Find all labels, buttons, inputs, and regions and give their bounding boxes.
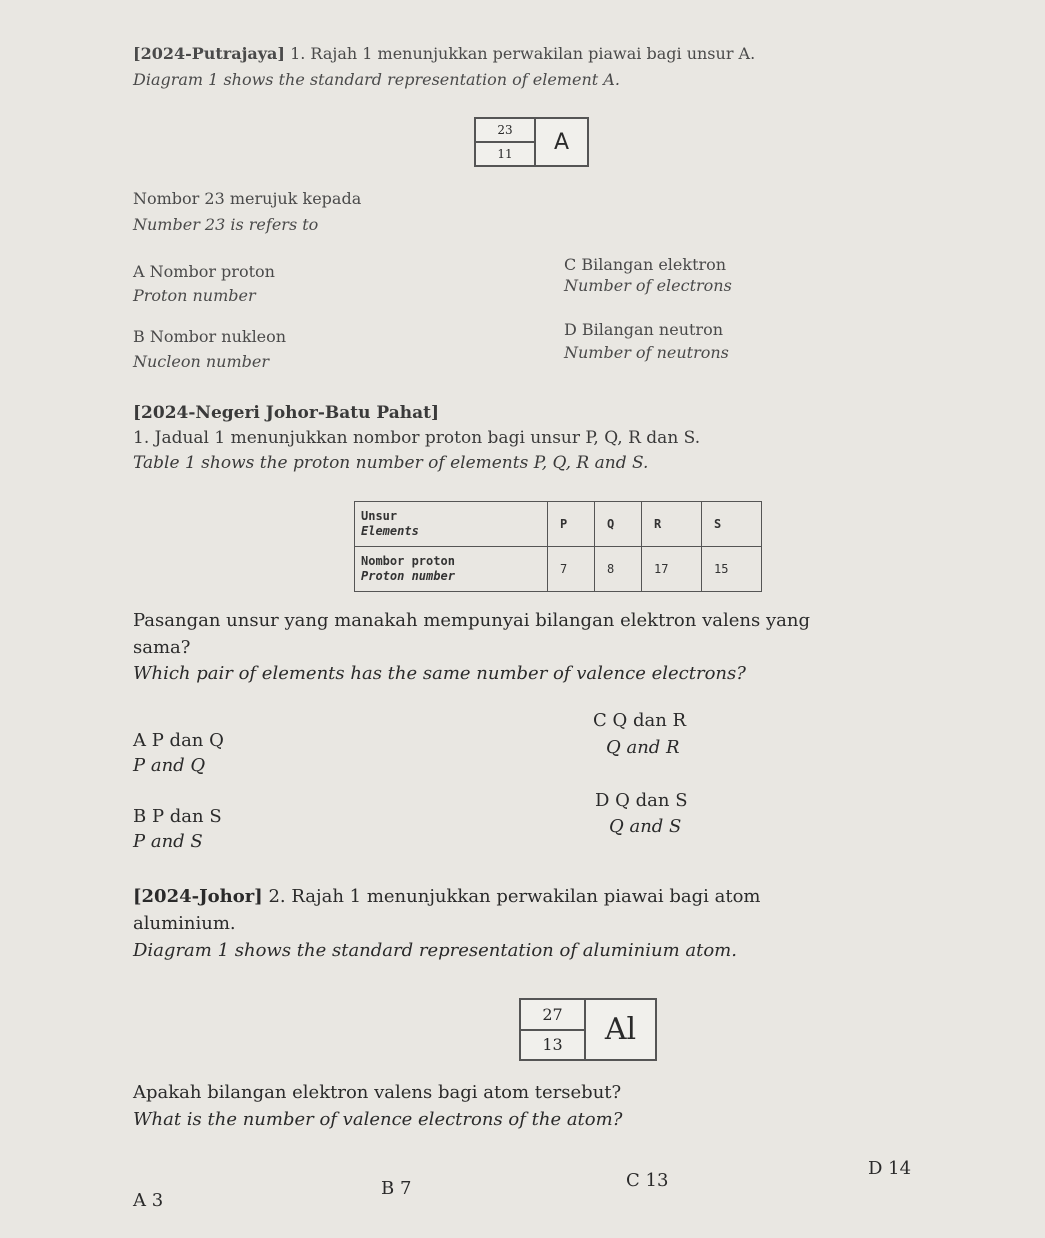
q1-source: [2024-Putrajaya] xyxy=(133,44,285,63)
q1-option-c-ms: C Bilangan elektron xyxy=(564,255,727,274)
q2-option-b-ms: B P dan S xyxy=(133,806,222,827)
q2-option-d-en: Q and S xyxy=(609,816,682,837)
q2-question-ms-1: Pasangan unsur yang manakah mempunyai bilangan elektron valens yang xyxy=(133,610,810,631)
table-cell: Q xyxy=(595,502,642,547)
q3-text-ms-2: aluminium. xyxy=(133,913,236,934)
q3-source: [2024-Johor] xyxy=(133,886,263,907)
q2-option-c-en: Q and R xyxy=(606,737,680,758)
q1-text-ms: 1. Rajah 1 menunjukkan perwakilan piawai bagi unsur A. xyxy=(290,44,756,63)
table-label-en: Proton number xyxy=(361,569,455,583)
q3-option-b: B 7 xyxy=(381,1178,412,1199)
q3-text-ms-1: 2. Rajah 1 menunjukkan perwakilan piawai bagi atom xyxy=(268,886,761,907)
q2-option-b-en: P and S xyxy=(133,831,203,852)
table-cell: 17 xyxy=(642,547,702,592)
proton-number: 11 xyxy=(497,147,513,161)
q1-question-ms: Nombor 23 merujuk kepada xyxy=(133,189,362,208)
q2-text-en: Table 1 shows the proton number of elements P, Q, R and S. xyxy=(133,453,649,473)
q1-question-en: Number 23 is refers to xyxy=(133,215,319,234)
element-a-notation xyxy=(474,117,589,167)
q3-text-en: Diagram 1 shows the standard representation of aluminium atom. xyxy=(133,940,737,961)
q1-option-c-en: Number of electrons xyxy=(564,276,732,295)
table-header-elements xyxy=(355,502,548,547)
q2-option-d-ms: D Q dan S xyxy=(595,790,688,811)
q2-question-en: Which pair of elements has the same number of valence electrons? xyxy=(133,663,746,684)
table-label-ms: Nombor proton xyxy=(361,554,455,568)
q2-option-c-ms: C Q dan R xyxy=(593,710,687,731)
q1-option-d-en: Number of neutrons xyxy=(564,343,729,362)
q2-option-a-en: P and Q xyxy=(133,755,206,776)
q1-option-b-en: Nucleon number xyxy=(133,352,270,371)
q2-question-ms-2: sama? xyxy=(133,637,191,658)
table-row xyxy=(355,502,762,547)
table-cell: 7 xyxy=(548,547,595,592)
mass-number: 23 xyxy=(476,119,534,143)
table-cell: P xyxy=(548,502,595,547)
table-cell: R xyxy=(642,502,702,547)
proton-number-table xyxy=(354,501,762,592)
element-symbol: A xyxy=(553,129,570,155)
proton-number: 13 xyxy=(542,1035,563,1055)
q3-option-d: D 14 xyxy=(868,1158,912,1179)
table-label-ms: Unsur xyxy=(361,509,398,523)
table-row xyxy=(355,547,762,592)
q2-option-a-ms: A P dan Q xyxy=(133,730,224,751)
table-label-en: Elements xyxy=(361,524,419,538)
q3-question-en: What is the number of valence electrons of the atom? xyxy=(133,1109,623,1130)
q2-source: [2024-Negeri Johor-Batu Pahat] xyxy=(133,403,440,423)
q1-option-a-ms: A Nombor proton xyxy=(133,262,275,281)
table-header-proton xyxy=(355,547,548,592)
q2-text-ms: 1. Jadual 1 menunjukkan nombor proton bagi unsur P, Q, R dan S. xyxy=(133,428,701,448)
q3-question-ms: Apakah bilangan elektron valens bagi atom tersebut? xyxy=(133,1082,622,1103)
q1-intro-ms xyxy=(133,44,755,63)
q1-option-a-en: Proton number xyxy=(133,286,256,305)
q1-option-b-ms: B Nombor nukleon xyxy=(133,327,287,346)
mass-number: 27 xyxy=(521,1000,584,1031)
q3-option-a: A 3 xyxy=(133,1190,164,1211)
q1-option-d-ms: D Bilangan neutron xyxy=(564,320,724,339)
table-cell: 8 xyxy=(595,547,642,592)
element-symbol: Al xyxy=(604,1012,637,1047)
table-cell: S xyxy=(702,502,762,547)
q3-option-c: C 13 xyxy=(626,1170,669,1191)
aluminium-notation xyxy=(519,998,657,1061)
q1-text-en: Diagram 1 shows the standard representation of element A. xyxy=(133,70,620,89)
table-cell: 15 xyxy=(702,547,762,592)
q3-intro xyxy=(133,886,761,907)
